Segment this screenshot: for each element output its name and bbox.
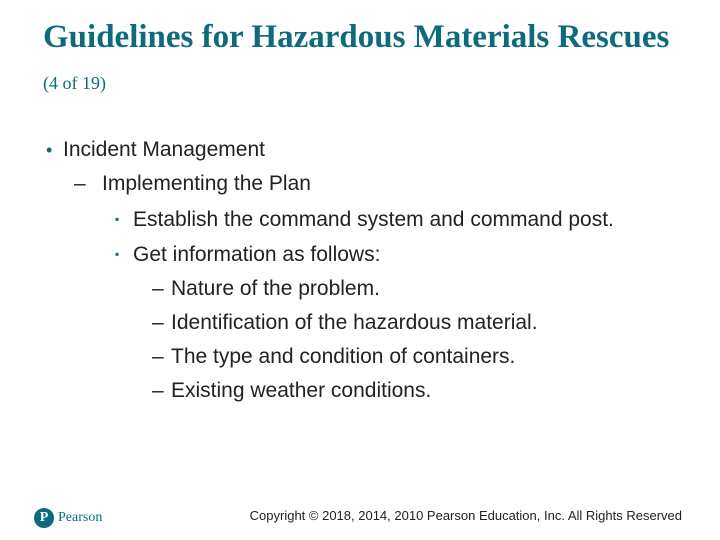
bullet-level3 [115,202,614,236]
bullet-text: Identification of the hazardous material. [171,311,538,334]
square-bullet-icon: ▪ [115,212,120,226]
bullet-level4 [152,374,431,408]
dash-marker: – [152,379,164,402]
bullet-level1 [46,133,265,167]
pearson-logo [34,506,102,530]
dash-marker: – [74,172,86,195]
bullet-text: Implementing the Plan [102,172,311,195]
copyright-notice: Copyright © 2018, 2014, 2010 Pearson Education, Inc. All Rights Reserved [249,508,682,523]
bullet-level2 [74,167,311,201]
bullet-level4 [152,340,515,374]
bullet-level4 [152,306,538,340]
bullet-level4 [152,272,380,306]
dash-marker: – [152,277,164,300]
slide-title [43,16,683,104]
bullet-marker: • [46,140,53,160]
pearson-logo-text: Pearson [58,510,103,525]
bullet-text: Nature of the problem. [171,277,380,300]
slide-title-text: Guidelines for Hazardous Materials Rescues [43,19,670,55]
pearson-logo-icon: P [34,508,54,528]
dash-marker: – [152,345,164,368]
slide-counter: (4 of 19) [43,73,106,93]
bullet-text: Get information as follows: [133,243,381,266]
dash-marker: – [152,311,164,334]
bullet-text: Incident Management [63,138,265,161]
bullet-text: Establish the command system and command post. [133,208,614,231]
bullet-text: The type and condition of containers. [171,345,516,368]
square-bullet-icon: ▪ [115,247,120,261]
bullet-text: Existing weather conditions. [171,379,432,402]
bullet-level3 [115,237,380,271]
